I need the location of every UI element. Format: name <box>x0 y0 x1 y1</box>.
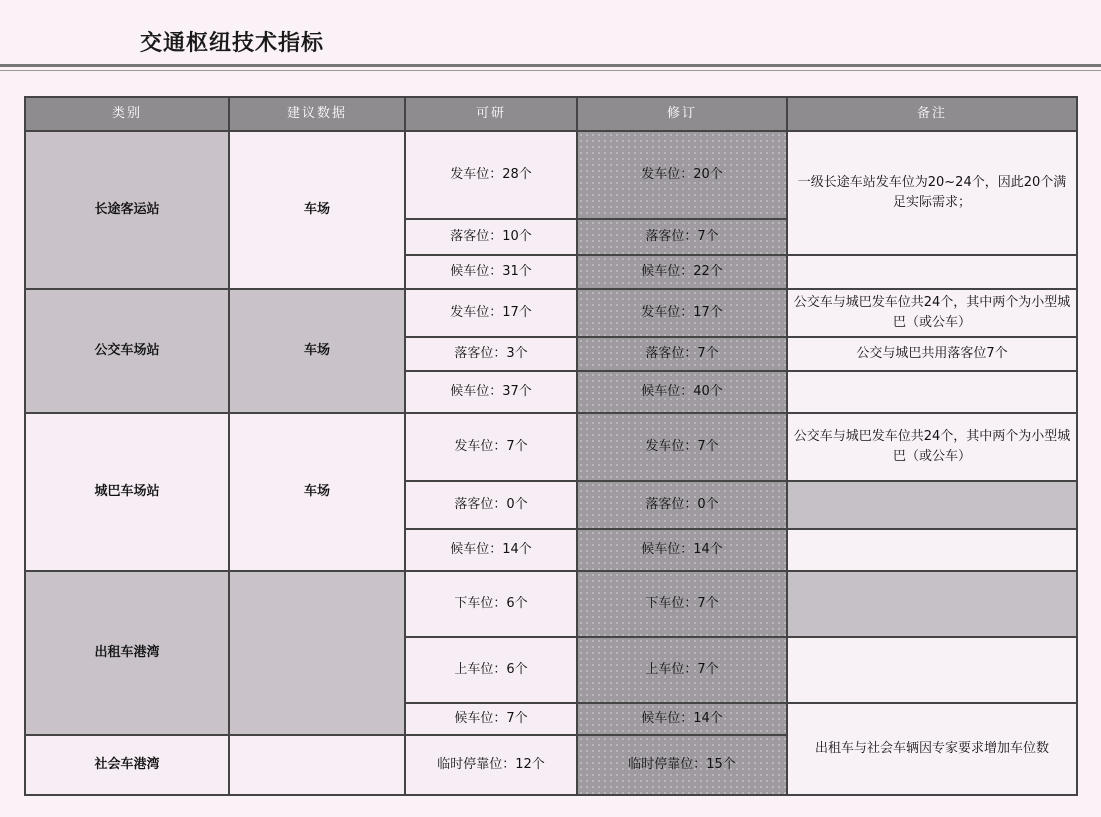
feasibility-cell: 临时停靠位：12个 <box>405 735 577 795</box>
revision-cell: 下车位：7个 <box>577 571 787 637</box>
feasibility-cell: 落客位：3个 <box>405 337 577 371</box>
feasibility-cell: 上车位：6个 <box>405 637 577 703</box>
category-long-distance: 长途客运站 <box>25 131 229 289</box>
suggested-long-distance: 车场 <box>229 131 405 289</box>
remark-taxi-social: 出租车与社会车辆因专家要求增加车位数 <box>787 703 1077 795</box>
header-category: 类别 <box>25 97 229 131</box>
feasibility-cell: 候车位：31个 <box>405 255 577 289</box>
category-bus: 公交车场站 <box>25 289 229 413</box>
remark-long-distance: 一级长途车站发车位为20~24个，因此20个满足实际需求； <box>787 131 1077 255</box>
remark-empty <box>787 637 1077 703</box>
remark-empty <box>787 529 1077 571</box>
revision-cell: 发车位：17个 <box>577 289 787 337</box>
title-rule-thin <box>0 70 1101 71</box>
suggested-social <box>229 735 405 795</box>
feasibility-cell: 候车位：14个 <box>405 529 577 571</box>
remark-empty <box>787 255 1077 289</box>
feasibility-cell: 发车位：17个 <box>405 289 577 337</box>
feasibility-cell: 落客位：0个 <box>405 481 577 529</box>
page-title: 交通枢纽技术指标 <box>140 31 325 56</box>
header-suggested: 建议数据 <box>229 97 405 131</box>
revision-cell: 候车位：14个 <box>577 703 787 735</box>
revision-cell: 落客位：7个 <box>577 337 787 371</box>
remark-bus-1: 公交车与城巴发车位共24个，其中两个为小型城巴（或公车） <box>787 289 1077 337</box>
remark-empty <box>787 571 1077 637</box>
spec-table <box>24 96 1078 796</box>
header-revision: 修订 <box>577 97 787 131</box>
feasibility-cell: 下车位：6个 <box>405 571 577 637</box>
remark-empty <box>787 371 1077 413</box>
category-social: 社会车港湾 <box>25 735 229 795</box>
feasibility-cell: 发车位：28个 <box>405 131 577 219</box>
remark-empty <box>787 481 1077 529</box>
table-row <box>25 571 1077 637</box>
suggested-city-bus: 车场 <box>229 413 405 571</box>
remark-bus-2: 公交与城巴共用落客位7个 <box>787 337 1077 371</box>
header-feasibility: 可研 <box>405 97 577 131</box>
suggested-bus: 车场 <box>229 289 405 413</box>
feasibility-cell: 发车位：7个 <box>405 413 577 481</box>
table-header-row <box>25 97 1077 131</box>
category-taxi: 出租车港湾 <box>25 571 229 735</box>
revision-cell: 候车位：22个 <box>577 255 787 289</box>
revision-cell: 落客位：7个 <box>577 219 787 255</box>
category-city-bus: 城巴车场站 <box>25 413 229 571</box>
revision-cell: 上车位：7个 <box>577 637 787 703</box>
table-row <box>25 289 1077 337</box>
revision-cell: 落客位：0个 <box>577 481 787 529</box>
revision-cell: 候车位：40个 <box>577 371 787 413</box>
header-remarks: 备注 <box>787 97 1077 131</box>
title-rule <box>0 64 1101 67</box>
remark-city-bus-1: 公交车与城巴发车位共24个，其中两个为小型城巴（或公车） <box>787 413 1077 481</box>
revision-cell: 候车位：14个 <box>577 529 787 571</box>
feasibility-cell: 落客位：10个 <box>405 219 577 255</box>
suggested-taxi <box>229 571 405 735</box>
revision-cell: 发车位：7个 <box>577 413 787 481</box>
revision-cell: 发车位：20个 <box>577 131 787 219</box>
revision-cell: 临时停靠位：15个 <box>577 735 787 795</box>
feasibility-cell: 候车位：7个 <box>405 703 577 735</box>
feasibility-cell: 候车位：37个 <box>405 371 577 413</box>
table-row <box>25 131 1077 219</box>
table-row <box>25 413 1077 481</box>
